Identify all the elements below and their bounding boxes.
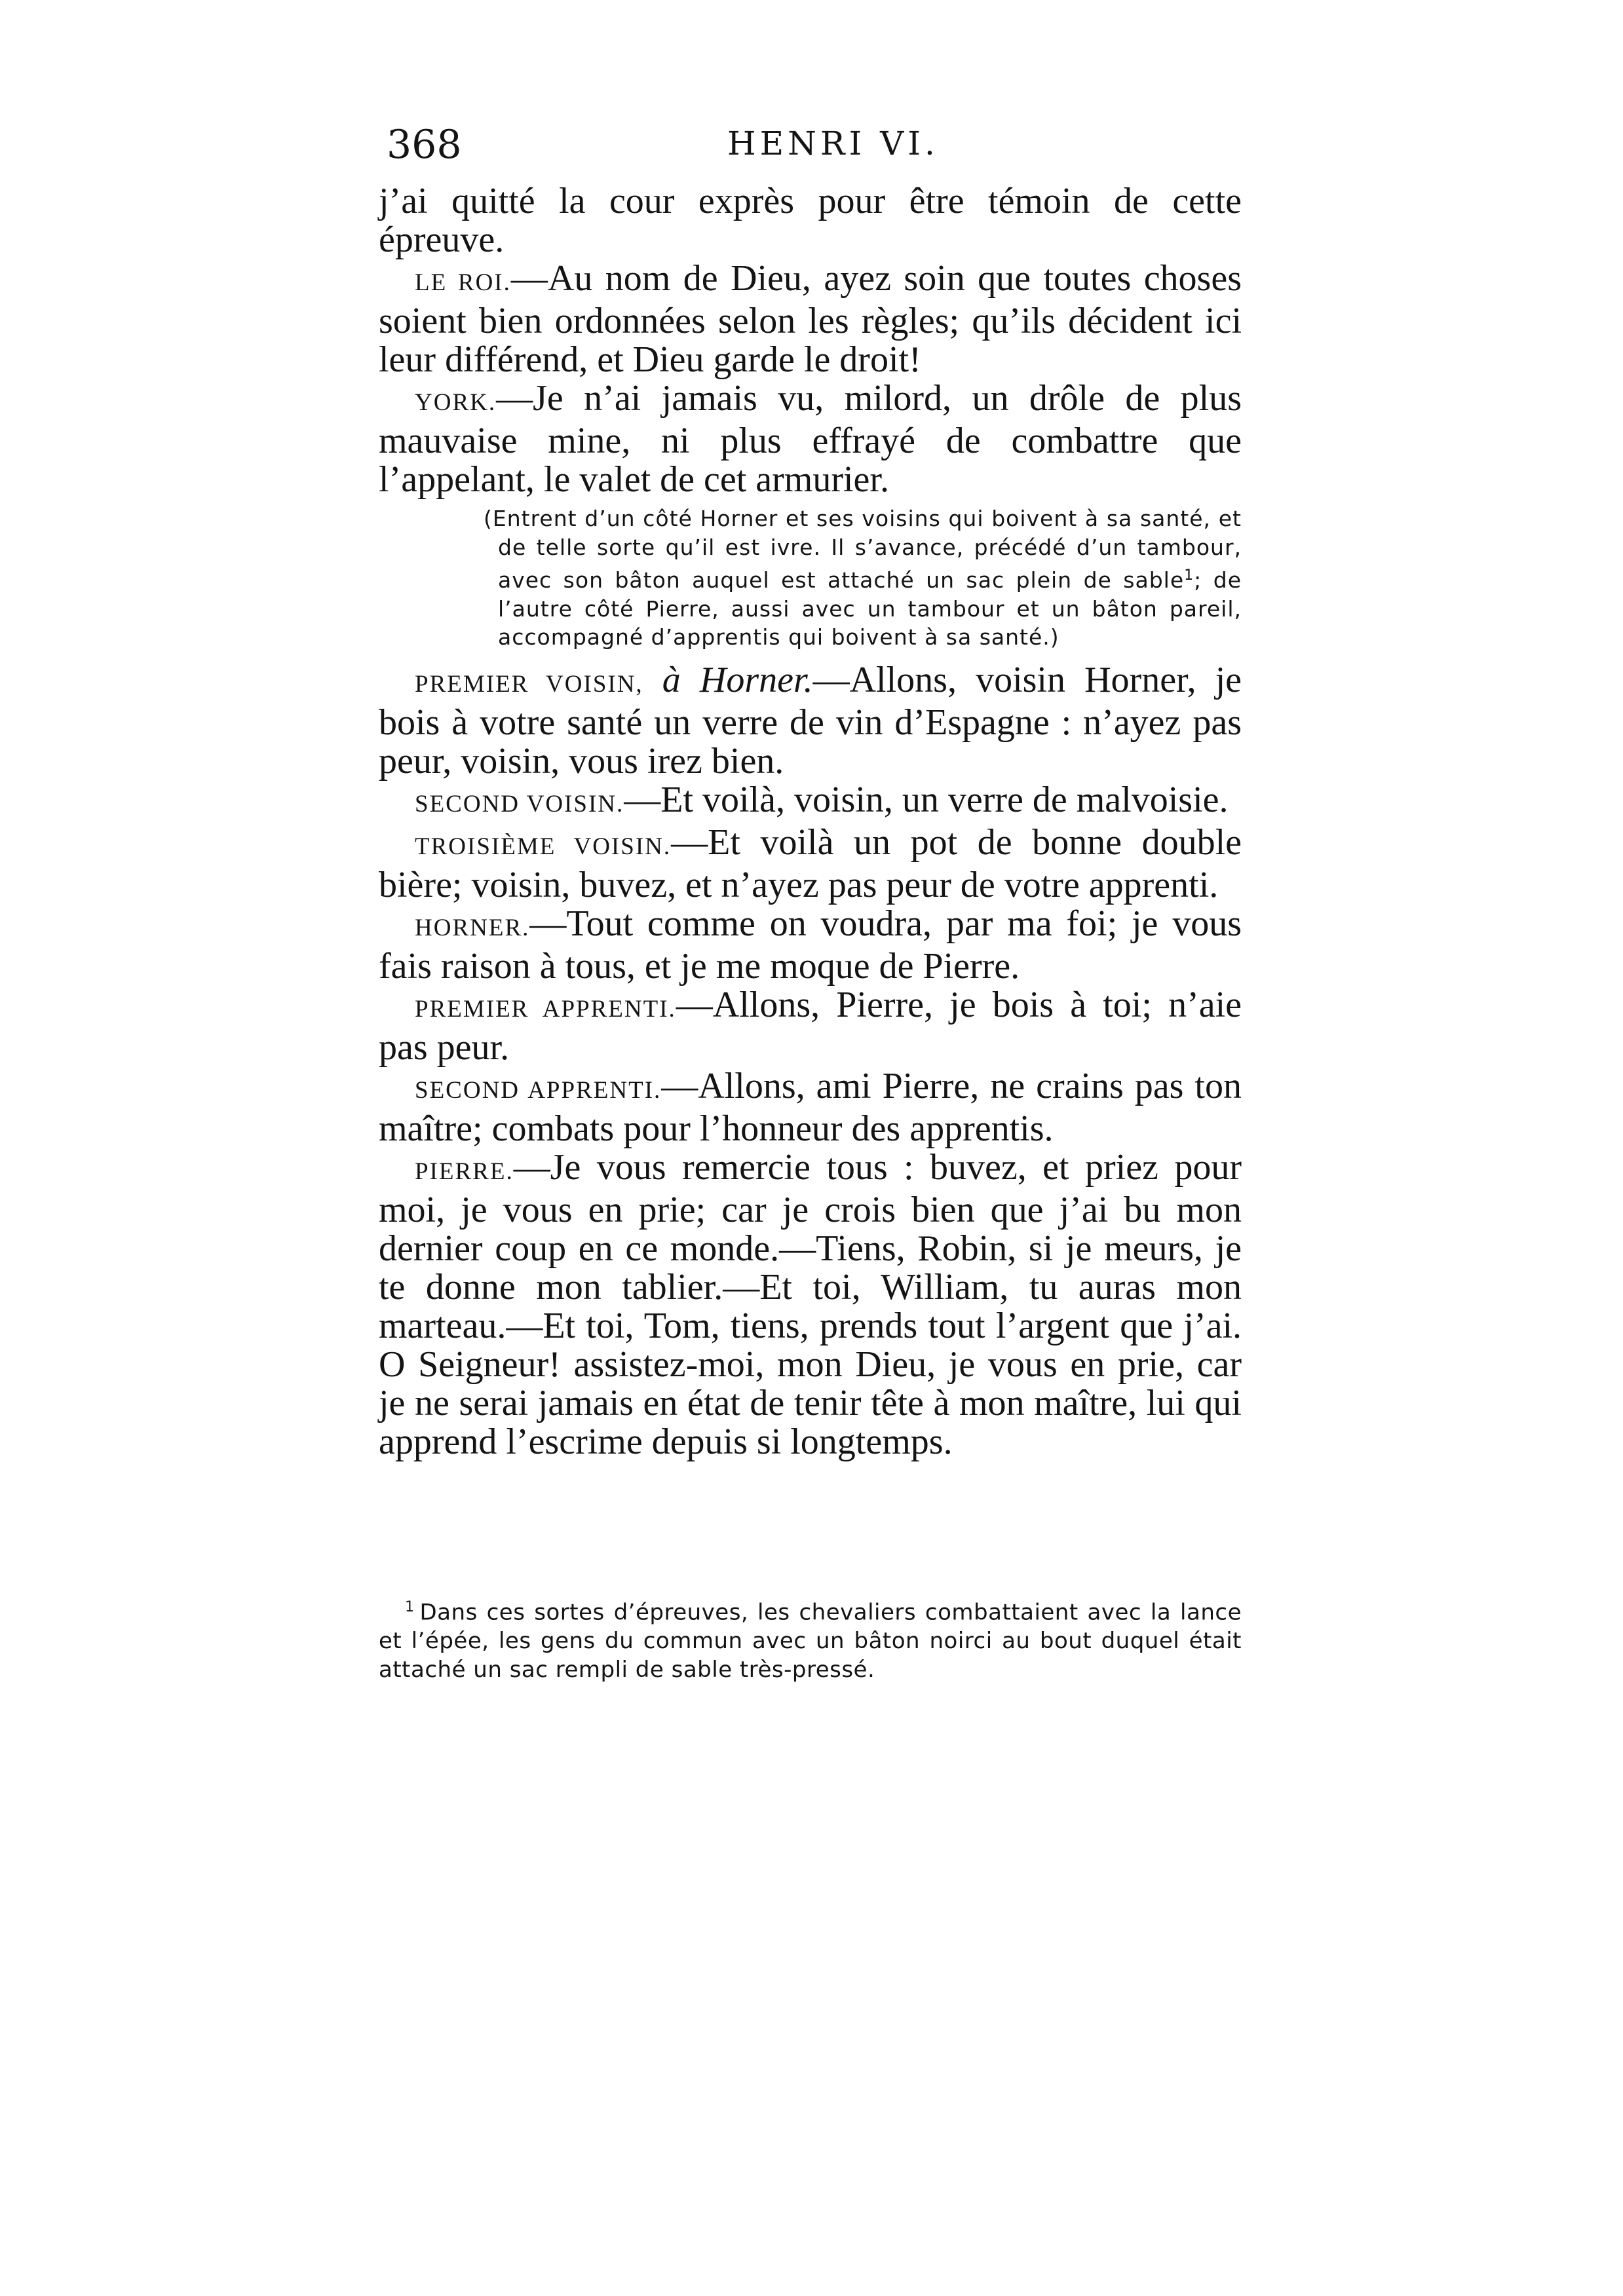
speech-text: —Au nom de Dieu, ayez soin que toutes choses soient bien ordonnées selon les règles; qu’ils décident ici leur différend, et Dieu garde le droit! (379, 258, 1242, 380)
speech-troisieme-voisin (379, 823, 1242, 905)
paragraph-text: j’ai quitté la cour exprès pour être témoin de cette épreuve. (379, 181, 1242, 260)
page-number: 368 (387, 122, 462, 168)
speaker-name: TROISIÈME VOISIN. (415, 833, 672, 860)
speaker-name: LE ROI. (415, 269, 511, 296)
speech-second-voisin (379, 781, 1242, 823)
speech-horner (379, 905, 1242, 986)
speech-text: —Allons, voisin Horner, je bois à votre santé un verre de vin d’Espagne : n’ayez pas peur, voisin, vous irez bien. (379, 659, 1242, 781)
speaker-direction: à Horner. (643, 659, 813, 700)
speaker-name: PREMIER VOISIN, (415, 670, 643, 698)
stage-direction-text: ; de l’autre côté Pierre, aussi avec un tambour et un bâton pareil, accompagné d’apprentis qui boivent à sa santé.) (498, 567, 1242, 650)
stage-direction-text: (Entrent d’un côté Horner et ses voisins qui boivent à sa santé, et de telle sorte qu’il est ivre. Il s’avance, précédé d’un tambour, avec son bâton auquel est attaché un sac plein de sable (484, 506, 1242, 593)
speech-pierre (379, 1148, 1242, 1461)
speech-text: —Je n’ai jamais vu, milord, un drôle de plus mauvaise mine, ni plus effrayé de combattre que l’appelant, le valet de cet armurier. (379, 378, 1242, 500)
page-header (387, 122, 1242, 181)
footnote-reference: 1 (1184, 567, 1194, 584)
speech-second-apprenti (379, 1067, 1242, 1148)
footnote (379, 1593, 1242, 1684)
running-title: HENRI VI. (727, 124, 939, 162)
speech-text: —Je vous remercie tous : buvez, et priez pour moi, je vous en prie; car je crois bien que j’ai bu mon dernier coup en ce monde.—Tiens, Robin, si je meurs, je te donne mon tablier.—Et toi, William, tu auras mon marteau.—Et toi, Tom, tiens, prends tout l’argent que j’ai. O Seigneur! assistez-moi, mon Dieu, je vous en prie, car je ne serai jamais en état de tenir tête à mon maître, lui qui apprend l’escrime depuis si longtemps. (379, 1146, 1242, 1462)
speaker-name: PIERRE. (415, 1157, 514, 1185)
speech-premier-voisin (379, 661, 1242, 781)
speaker-name: SECOND VOISIN. (415, 790, 624, 818)
page-body (379, 182, 1242, 1461)
speaker-name: YORK. (415, 389, 497, 416)
paragraph-continuation (379, 182, 1242, 259)
speaker-name: SECOND APPRENTI. (415, 1076, 662, 1104)
speech-le-roi (379, 259, 1242, 379)
speech-york (379, 379, 1242, 499)
stage-direction (484, 504, 1242, 652)
speech-text: —Allons, ami Pierre, ne crains pas ton maître; combats pour l’honneur des apprentis. (379, 1065, 1242, 1149)
speech-premier-apprenti (379, 986, 1242, 1067)
speaker-name: HORNER. (415, 914, 530, 941)
speech-text: —Et voilà, voisin, un verre de malvoisie. (624, 779, 1229, 820)
footnote-text: Dans ces sortes d’épreuves, les chevaliers combattaient avec la lance et l’épée, les gens du commun avec un bâton noirci au bout duquel était attaché un sac rempli de sable très-pressé. (379, 1599, 1242, 1684)
speech-text: —Et voilà un pot de bonne double bière; voisin, buvez, et n’ayez pas peur de votre apprenti. (379, 821, 1242, 905)
speaker-name: PREMIER APPRENTI. (415, 995, 676, 1023)
footnote-mark: 1 (405, 1599, 415, 1615)
speech-text: —Allons, Pierre, je bois à toi; n’aie pas peur. (379, 984, 1242, 1068)
speech-text: —Tout comme on voudra, par ma foi; je vous fais raison à tous, et je me moque de Pierre. (379, 903, 1242, 987)
